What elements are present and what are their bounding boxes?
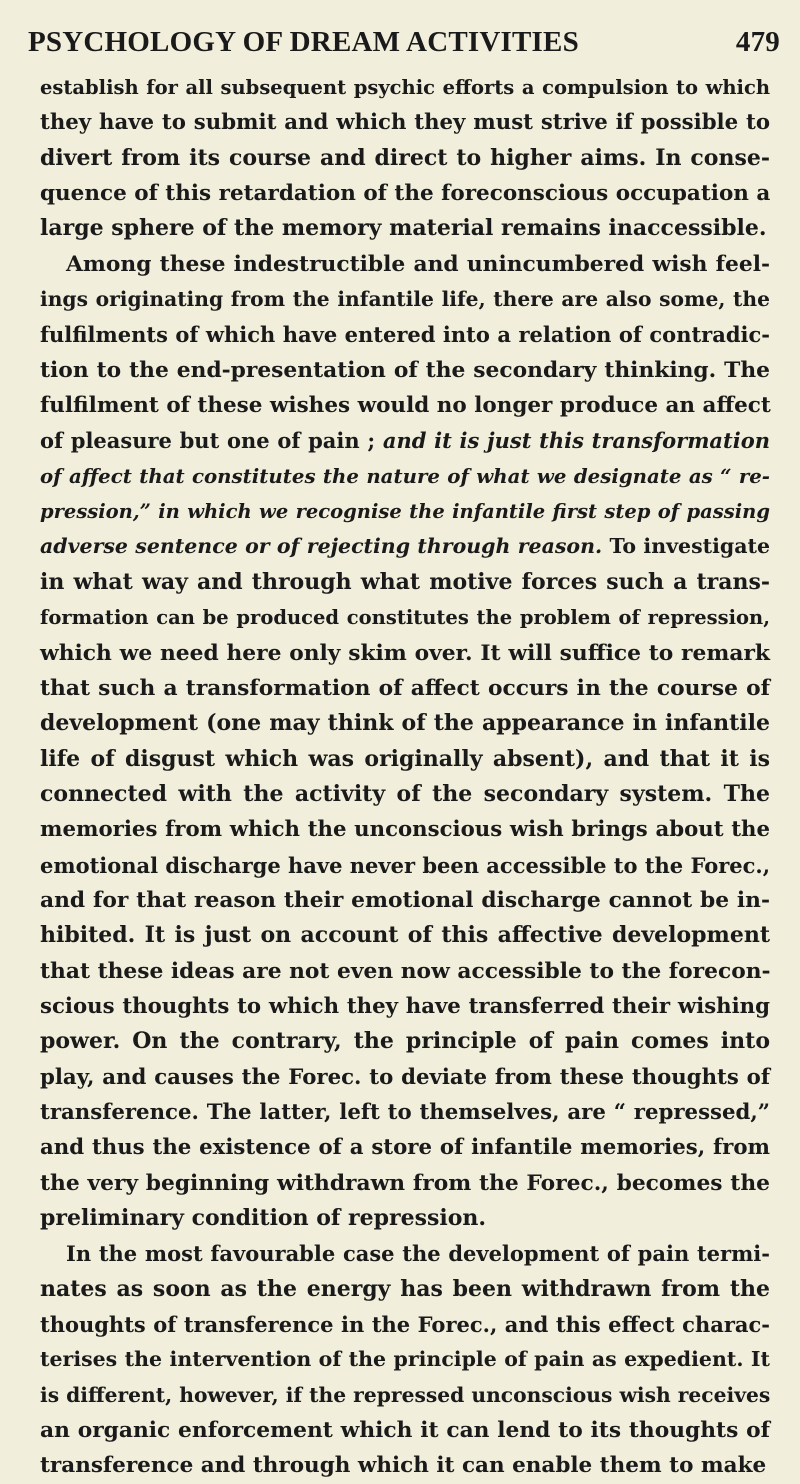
text-run: is different, however, if the repressed unconscious wish receives	[40, 1382, 771, 1407]
text-line	[40, 211, 770, 246]
text-run: emotional discharge have never been accessible to the Forec.,	[40, 852, 771, 878]
text-line	[40, 1095, 770, 1130]
text-run: they have to submit and which they must strive if possible to	[40, 110, 770, 136]
text-line	[40, 918, 770, 953]
italic-run: adverse sentence or of rejecting through reason.	[40, 534, 603, 559]
text-line	[40, 529, 770, 564]
text-line	[40, 1307, 770, 1342]
text-line	[40, 1413, 770, 1448]
text-run: power. On the contrary, the principle of pain comes into	[40, 1028, 770, 1055]
text-run: in what way and through what motive forces such a trans-	[40, 568, 770, 595]
text-line	[40, 1448, 770, 1483]
text-run: scious thoughts to which they have transferred their wishing	[40, 993, 770, 1019]
italic-run: of affect that constitutes the nature of what we designate as “ re-	[40, 463, 770, 488]
text-line	[40, 989, 770, 1024]
text-run: connected with the activity of the secondary system. The	[40, 780, 770, 807]
text-line	[40, 812, 770, 847]
text-line	[40, 636, 770, 671]
text-line	[40, 317, 770, 352]
text-run: fulfilments of which have entered into a relation of contradic-	[40, 322, 770, 348]
page-number: 479	[735, 26, 780, 58]
text-run: ings originating from the infantile life, there are also some, the	[40, 287, 770, 312]
text-run: life of disgust which was originally absent), and that it is	[40, 745, 770, 772]
text-run: and for that reason their emotional discharge cannot be in-	[40, 887, 770, 913]
text-line	[40, 1166, 770, 1201]
text-line	[40, 706, 770, 741]
text-line	[40, 1378, 770, 1413]
text-line	[40, 883, 770, 918]
text-run: that these ideas are not even now accessible to the forecon-	[40, 958, 771, 984]
text-line	[40, 70, 770, 105]
text-line	[40, 848, 770, 883]
text-line	[40, 494, 770, 529]
text-run: play, and causes the Forec. to deviate from these thoughts of	[40, 1064, 770, 1090]
text-run: fulfilment of these wishes would no longer produce an affect	[40, 393, 771, 419]
text-run: transference and through which it can enable them to make	[40, 1453, 767, 1479]
text-line	[40, 565, 770, 600]
text-line	[40, 671, 770, 706]
text-line	[40, 105, 770, 140]
text-run: large sphere of the memory material remains inaccessible.	[40, 215, 767, 242]
text-run: of pleasure but one of pain ;	[40, 428, 383, 454]
text-line	[40, 423, 770, 458]
text-run: formation can be produced constitutes the problem of repression,	[40, 606, 770, 630]
text-line	[40, 282, 770, 317]
text-run: development (one may think of the appearance in infantile	[40, 710, 770, 737]
text-run: tion to the end-presentation of the secondary thinking. The	[40, 357, 770, 383]
running-title: PSYCHOLOGY OF DREAM ACTIVITIES	[28, 26, 579, 58]
text-line	[40, 1060, 770, 1095]
text-run: To investigate	[602, 534, 770, 559]
text-line	[40, 247, 770, 282]
running-header	[28, 26, 780, 59]
text-run: divert from its course and direct to higher aims. In conse-	[40, 144, 770, 171]
text-line	[40, 600, 770, 635]
text-line	[40, 1024, 770, 1059]
text-line	[40, 777, 770, 812]
text-run: establish for all subsequent psychic efforts a compulsion to which	[40, 76, 770, 99]
text-line	[40, 176, 770, 211]
text-run: hibited. It is just on account of this affective development	[40, 922, 770, 949]
text-run: the very beginning withdrawn from the Forec., becomes the	[40, 1170, 770, 1196]
text-run: an organic enforcement which it can lend to its thoughts of	[40, 1418, 770, 1444]
text-run: which we need here only skim over. It will suffice to remark	[40, 640, 770, 666]
italic-run: and it is just this transformation	[382, 428, 770, 454]
text-run: that such a transformation of affect occurs in the course of	[40, 675, 770, 701]
text-run: nates as soon as the energy has been withdrawn from the	[40, 1275, 770, 1302]
body-text	[40, 70, 770, 1484]
text-run: Among these indestructible and unincumbered wish feel-	[66, 251, 770, 277]
text-run: quence of this retardation of the foreconscious occupation a	[40, 181, 771, 207]
text-line	[40, 353, 770, 388]
text-line	[40, 1236, 770, 1271]
text-line	[40, 954, 770, 989]
text-run: preliminary condition of repression.	[40, 1205, 487, 1231]
text-run: and thus the existence of a store of infantile memories, from	[40, 1135, 770, 1161]
text-line	[40, 742, 770, 777]
text-run: thoughts of transference in the Forec., and this effect charac-	[40, 1312, 770, 1338]
text-line	[40, 1342, 770, 1377]
text-run: memories from which the unconscious wish brings about the	[40, 817, 770, 843]
text-line	[40, 1201, 770, 1236]
text-run: transference. The latter, left to themselves, are “ repressed,”	[40, 1099, 770, 1125]
text-line	[40, 1272, 770, 1307]
italic-run: pression,” in which we recognise the infantile first step of passing	[40, 500, 770, 524]
text-run: In the most favourable case the development of pain termi-	[66, 1241, 770, 1267]
text-line	[40, 1130, 770, 1165]
text-line	[40, 141, 770, 176]
text-line	[40, 388, 770, 423]
text-run: terises the intervention of the principle of pain as expedient. It	[40, 1347, 770, 1372]
text-line	[40, 459, 770, 494]
